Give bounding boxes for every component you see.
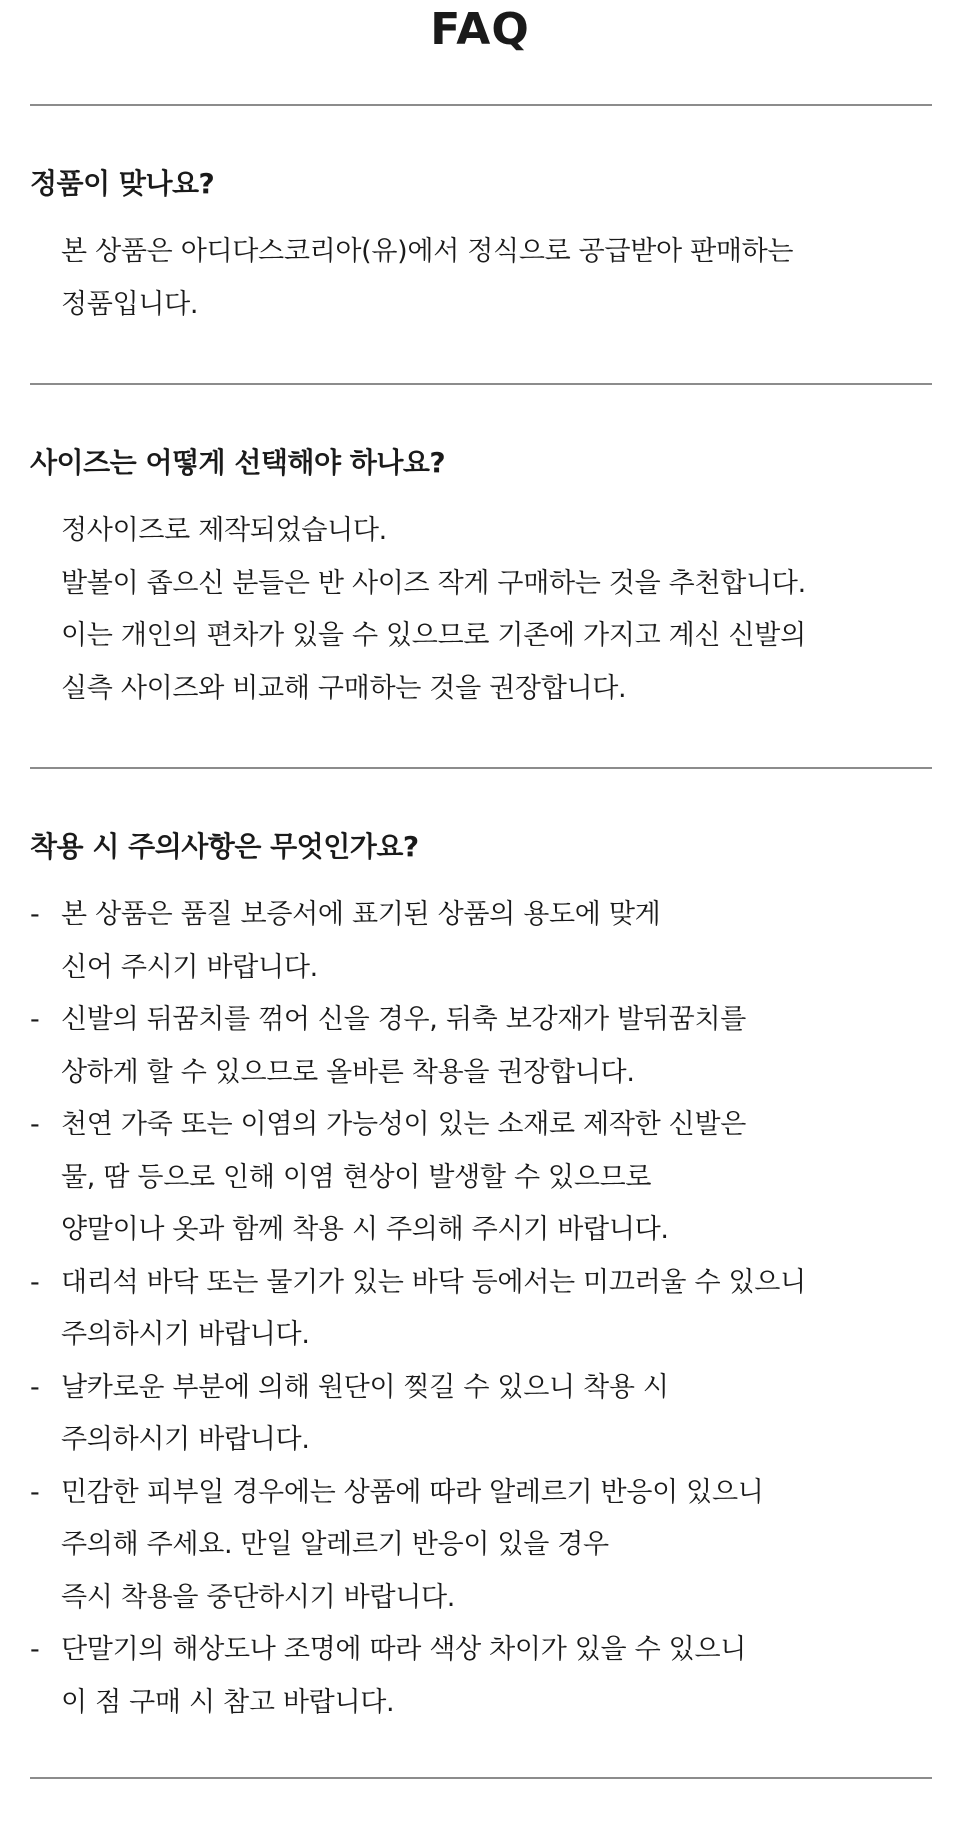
faq-answer-authentic: [61, 226, 793, 331]
list-item-line: 상하게 할 수 있으므로 올바른 착용을 권장합니다.: [61, 1056, 635, 1088]
divider: [30, 104, 932, 106]
bullet-dash: -: [30, 1266, 40, 1298]
list-item-line: 단말기의 해상도나 조명에 따라 색상 차이가 있을 수 있으니: [61, 1634, 747, 1665]
bullet-dash: -: [30, 1476, 40, 1508]
bullet-dash: -: [30, 1004, 40, 1035]
answer-line: 본 상품은 아디다스코리아(유)에서 정식으로 공급받아 판매하는: [61, 236, 794, 267]
list-item: [30, 1099, 910, 1257]
divider: [30, 767, 932, 769]
list-item-line: 물, 땀 등으로 인해 이염 현상이 발생할 수 있으므로: [61, 1161, 652, 1193]
faq-question-authentic: 정품이 맞나요?: [30, 167, 215, 200]
divider: [30, 383, 932, 385]
answer-line: 정사이즈로 제작되었습니다.: [61, 515, 387, 546]
bullet-dash: -: [30, 1634, 40, 1665]
list-item: [30, 1624, 910, 1729]
list-item: [30, 889, 910, 994]
answer-line: 이는 개인의 편차가 있을 수 있으므로 기존에 가지고 계신 신발의: [61, 620, 806, 651]
answer-line: 실측 사이즈와 비교해 구매하는 것을 권장합니다.: [61, 672, 627, 704]
faq-question-precautions: 착용 시 주의사항은 무엇인가요?: [30, 830, 419, 863]
list-item-line: 양말이나 옷과 함께 착용 시 주의해 주시기 바랍니다.: [61, 1214, 669, 1245]
list-item-line: 즉시 착용을 중단하시기 바랍니다.: [61, 1581, 456, 1613]
answer-line: 정품입니다.: [61, 288, 199, 320]
list-item-line: 대리석 바닥 또는 물기가 있는 바닥 등에서는 미끄러울 수 있으니: [61, 1266, 806, 1298]
list-item-line: 민감한 피부일 경우에는 상품에 따라 알레르기 반응이 있으니: [61, 1476, 764, 1508]
divider: [30, 1777, 932, 1779]
list-item-line: 주의하시기 바랍니다.: [61, 1319, 310, 1350]
bullet-dash: -: [30, 1109, 40, 1140]
answer-line: 발볼이 좁으신 분들은 반 사이즈 작게 구매하는 것을 추천합니다.: [61, 567, 806, 599]
list-item-line: 본 상품은 품질 보증서에 표기된 상품의 용도에 맞게: [61, 899, 661, 930]
list-item: [30, 1362, 910, 1467]
list-item-line: 천연 가죽 또는 이염의 가능성이 있는 소재로 제작한 신발은: [61, 1109, 747, 1140]
list-item: [30, 1467, 910, 1625]
faq-answer-size: [61, 505, 806, 715]
list-item-line: 신어 주시기 바랍니다.: [61, 951, 318, 983]
precautions-list: [30, 889, 910, 1729]
bullet-dash: -: [30, 899, 40, 930]
page-title: FAQ: [430, 4, 530, 55]
bullet-dash: -: [30, 1371, 40, 1403]
list-item-line: 주의하시기 바랍니다.: [61, 1424, 310, 1455]
list-item-line: 신발의 뒤꿈치를 꺾어 신을 경우, 뒤축 보강재가 발뒤꿈치를: [61, 1004, 747, 1035]
faq-question-size: 사이즈는 어떻게 선택해야 하나요?: [30, 446, 446, 479]
list-item-line: 날카로운 부분에 의해 원단이 찢길 수 있으니 착용 시: [61, 1371, 669, 1403]
list-item-line: 이 점 구매 시 참고 바랍니다.: [61, 1686, 395, 1718]
list-item-line: 주의해 주세요. 만일 알레르기 반응이 있을 경우: [61, 1529, 609, 1560]
list-item: [30, 994, 910, 1099]
list-item: [30, 1257, 910, 1362]
